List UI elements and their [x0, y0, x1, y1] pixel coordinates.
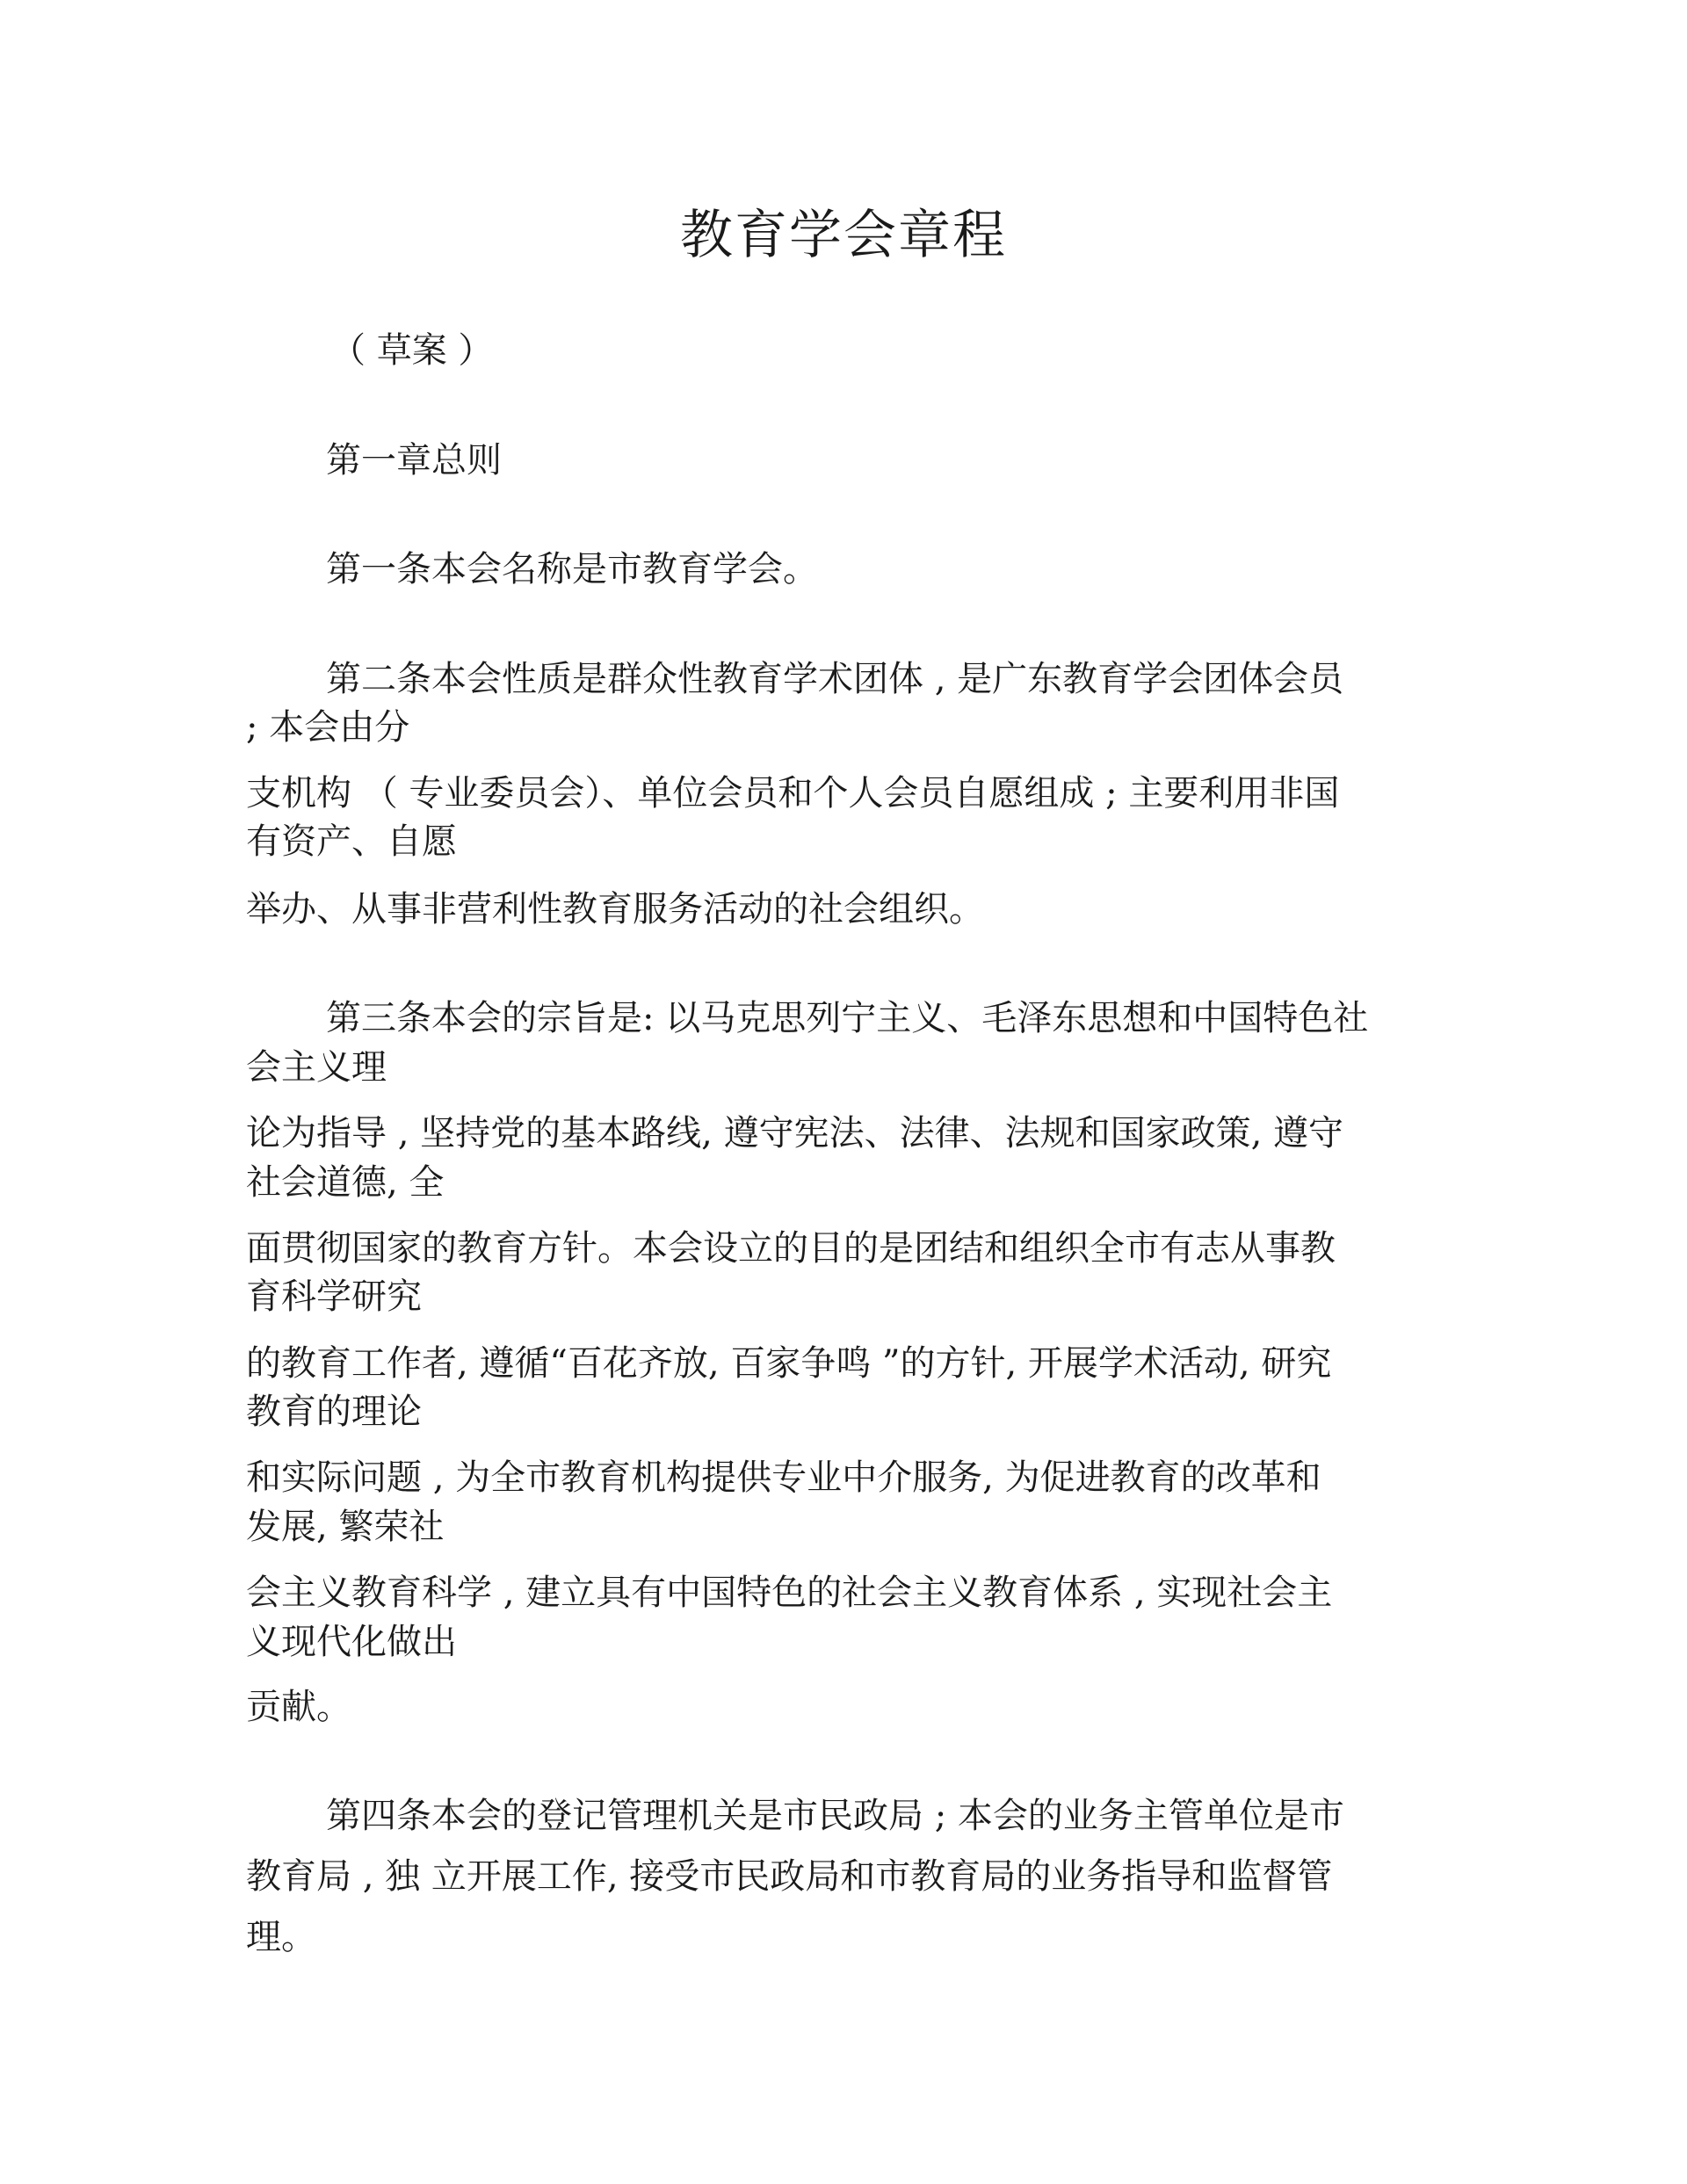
article-3-line: 第三条本会的宗旨是: 以马克思列宁主义、毛泽东思想和中国特色社 [326, 998, 1369, 1038]
article-4-line: 第四条本会的登记管理机关是市民政局 ; 本会的业务主管单位是市 [326, 1796, 1344, 1836]
article-3-line: 义现代化做出 [246, 1622, 457, 1662]
article-2-line: 举办、从事非营利性教育服务活动的社会组织。 [246, 889, 984, 929]
article-2-line: 有资产、自愿 [246, 821, 457, 862]
article-1: 第一条本会名称是市教育学会。 [326, 549, 818, 589]
article-3-line: 面贯彻国家的教育方针。本会设立的目的是团结和组织全市有志从事教 [246, 1228, 1336, 1269]
article-2-line: ; 本会由分 [246, 707, 410, 748]
document-title: 教育学会章程 [680, 205, 1007, 266]
article-3-line: 社会道德, 全 [246, 1162, 445, 1203]
article-3-line: 会主义教育科学 , 建立具有中国特色的社会主义教育体系 , 实现社会主 [246, 1573, 1333, 1613]
article-3-line: 贡献。 [246, 1687, 351, 1727]
article-3-line: 育科学研究 [246, 1276, 422, 1317]
article-4-line: 理。 [246, 1917, 316, 1957]
article-3-line: 的教育工作者, 遵循“百花齐放, 百家争鸣 ”的方针, 开展学术活动, 研究 [246, 1343, 1332, 1384]
article-2-line: 支机构 （ 专业委员会）、单位会员和个人会员自愿组成 ; 主要利用非国 [246, 773, 1340, 814]
article-3-line: 发展, 繁荣社 [246, 1507, 445, 1547]
article-3-line: 教育的理论 [246, 1392, 422, 1432]
chapter-heading: 第一章总则 [326, 440, 502, 481]
draft-label: （ 草案 ） [330, 330, 494, 371]
article-4-line: 教育局 , 独 立开展工作, 接受市民政局和市教育局的业务指导和监督管 [246, 1856, 1333, 1897]
article-3-line: 和实际问题 , 为全市教育机构提供专业中介服务, 为促进教育的改革和 [246, 1457, 1321, 1498]
article-3-line: 会主义理 [246, 1047, 387, 1088]
article-3-line: 论为指导 , 坚持党的基本路线, 遵守宪法、法律、法规和国家政策, 遵守 [246, 1113, 1344, 1153]
article-2-line: 第二条本会性质是群众性教育学术团体 , 是广东教育学会团体会员 [326, 659, 1344, 699]
